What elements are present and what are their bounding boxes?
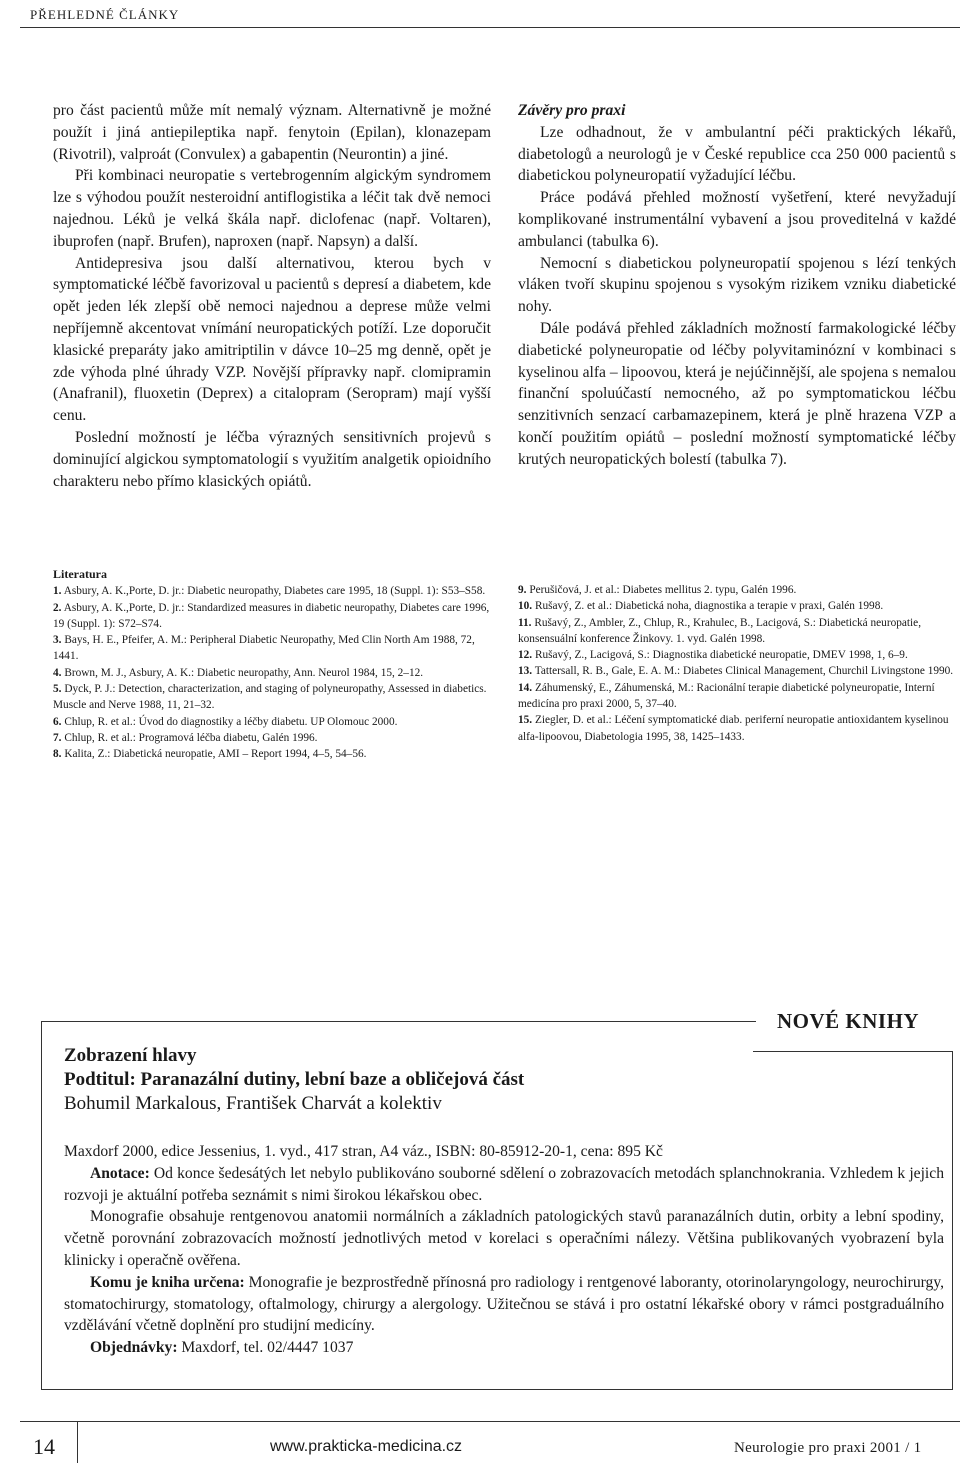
right-paragraph-3: Nemocní s diabetickou polyneuropatií spojenou s lézí tenkých vláken tvoří skupinu spojenou s vysokým rizikem vzniku diabetické nohy.: [518, 254, 956, 316]
annotation: [64, 1163, 944, 1207]
reference-text: Rušavý, Z. et al.: Diabetická noha, diagnostika a terapie v praxi, Galén 1998.: [534, 600, 884, 613]
conclusions-heading: Závěry pro praxi: [518, 102, 626, 119]
audience-text: Monografie je bezprostředně přínosná pro radiology i rentgenové laboranty, otorinolaryngology, neurochirurgy, stomatochirurgy, stomatology, oftalmology, chirurgy a alergology. Užitečnou se stává i pro ostatní lékařské obory v rámci postgraduálního vzdělávání včetně doplnění pro studijní medicíny.: [64, 1273, 944, 1335]
orders: [64, 1337, 944, 1359]
box-border: [952, 1051, 953, 1389]
reference-number: 5.: [53, 683, 62, 696]
left-paragraph-4: Poslední možností je léčba výrazných sensitivních projevů s dominující algickou symptomatologií s využitím analgetik opioidního charakteru nebo přímo klasických opiátů.: [53, 428, 491, 490]
reference-item: [518, 680, 956, 713]
reference-item: [53, 632, 491, 665]
footer-journal: Neurologie pro praxi 2001 / 1: [734, 1440, 922, 1456]
reference-text: Záhumenský, E., Záhumenská, M.: Racionální terapie diabetické polyneuropatie, Interní medicína pro praxi 2000, 5, 37–40.: [518, 681, 935, 711]
footer-separator: [77, 1421, 78, 1463]
box-border: [41, 1021, 42, 1389]
reference-text: Perušičová, J. et al.: Diabetes mellitus 2. typu, Galén 1996.: [529, 584, 797, 596]
reference-item: [53, 665, 491, 681]
reference-number: 7.: [53, 731, 62, 744]
audience-label: Komu je kniha určena:: [90, 1273, 245, 1291]
monograph-text: Monografie obsahuje rentgenovou anatomii normálních a základních patologických stavů paranazálních dutin, orbity a lební spodiny, včetně porovnání zobrazovacích možností jednotlivých metod v korelaci s operačními nálezy. Většina publikovaných vyobrazení byla klinicky i operačně ověřena.: [64, 1208, 944, 1269]
reference-item: [518, 615, 956, 648]
reference-text: Brown, M. J., Asbury, A. K.: Diabetic neuropathy, Ann. Neurol 1984, 15, 2–12.: [64, 666, 424, 679]
reference-number: 3.: [53, 634, 62, 647]
reference-item: [518, 712, 956, 745]
book-description: [64, 1141, 944, 1359]
footer-divider: [20, 1421, 960, 1422]
book-authors: Bohumil Markalous, František Charvát a kolektiv: [64, 1093, 442, 1114]
reference-text: Chlup, R. et al.: Úvod do diagnostiky a léčby diabetu. UP Olomouc 2000.: [64, 715, 398, 728]
book-title: Zobrazení hlavy: [64, 1045, 197, 1066]
reference-text: Rušavý, Z., Lacigová, S.: Diagnostika diabetické neuropatie, DMEV 1998, 1, 6–9.: [534, 649, 908, 662]
box-border: [753, 1051, 953, 1052]
reference-text: Kalita, Z.: Diabetická neuropatie, AMI – Report 1994, 4–5, 54–56.: [64, 748, 367, 761]
reference-text: Tattersall, R. B., Gale, E. A. M.: Diabetes Clinical Management, Churchil Livingstone 1990.: [534, 665, 954, 678]
new-books-box: [41, 1009, 953, 1391]
page-number: 14: [33, 1434, 55, 1459]
reference-number: 15.: [518, 714, 533, 727]
reference-item: [53, 583, 491, 599]
order-text: Maxdorf, tel. 02/4447 1037: [177, 1339, 354, 1357]
annotation-label: Anotace:: [90, 1164, 150, 1182]
publisher-line: Maxdorf 2000, edice Jessenius, 1. vyd., 417 stran, A4 váz., ISBN: 80-85912-20-1, cena: 895 Kč: [64, 1143, 663, 1160]
annotation-text: Od konce šedesátých let nebylo publikováno souborné sdělení o zobrazovacích metodách splanchnokrania. Vzhledem k jejich rozvoji je aktuální potřeba seznámit s nimi širokou lékařskou obec.: [64, 1164, 944, 1204]
reference-item: [518, 598, 956, 614]
section-label: PŘEHLEDNÉ ČLÁNKY: [30, 7, 180, 22]
reference-text: Rušavý, Z., Ambler, Z., Chlup, R., Krahulec, B., Lacigová, S.: Diabetická neuropatie, konsensuální konference Žinkovy. 1. vyd. Galén 1998.: [518, 616, 922, 645]
left-paragraph-2: Při kombinaci neuropatie s vertebrogenním algickým syndromem lze s výhodou použít nesteroidní antiflogistika a léčit tak dvě nemoci najednou. Léků je velká škála např. diclofenac (např. Voltaren), ibuprofen (např. Brufen), naproxen (např. Napsyn) a další.: [53, 167, 491, 250]
reference-text: Ziegler, D. et al.: Léčení symptomatické diab. periferní neuropatie antioxidantem kyselinou alfa-lipoovou, Diabetologia 1995, 38, 1425–1433.: [518, 714, 949, 743]
left-paragraph-3: Antidepresiva jsou další alternativou, kterou bych v symptomatické léčbě favorizoval u pacientů s depresí a diabetem, kde opět jeden lék zlepší obě nemoci najednou a deprese může velmi nepříjemně akcentovat vnímání neuropatických potíží. Lze doporučit klasické preparáty jako amitriptilin v dávce 10–25 mg denně, opět je zde výhoda plné úhrady VZP. Novější přípravky např. clomipramin (Anafranil), fluoxetin (Deprex) a citalopram (Seropram) mají vyšší cenu.: [53, 254, 491, 425]
reference-number: 2.: [53, 601, 62, 614]
reference-item: [53, 681, 491, 714]
references-left: [53, 566, 491, 763]
reference-number: 6.: [53, 715, 62, 728]
reference-number: 9.: [518, 584, 527, 596]
reference-number: 13.: [518, 665, 533, 678]
new-books-tag: NOVÉ KNIHY: [777, 1009, 920, 1033]
reference-item: [53, 746, 491, 762]
references-heading: Literatura: [53, 567, 107, 581]
left-column: [53, 100, 491, 492]
right-column: [518, 100, 956, 471]
reference-number: 4.: [53, 666, 62, 679]
reference-text: Asbury, A. K.,Porte, D. jr.: Standardized measures in diabetic neuropathy, Diabetes care 1996, 19 (Suppl. 1): S72–S74.: [53, 601, 490, 630]
right-paragraph-1: Lze odhadnout, že v ambulantní péči praktických lékařů, diabetologů a neurologů je v České republice cca 250 000 pacientů s diabetickou polyneuropatií vyžadující léčbu.: [518, 123, 956, 185]
reference-item: [53, 600, 491, 633]
reference-text: Chlup, R. et al.: Programová léčba diabetu, Galén 1996.: [64, 731, 318, 744]
audience: [64, 1272, 944, 1337]
reference-item: [53, 730, 491, 746]
order-label: Objednávky:: [90, 1339, 178, 1357]
footer-url: www.prakticka-medicina.cz: [270, 1438, 463, 1455]
reference-number: 8.: [53, 748, 62, 761]
left-paragraph-1: pro část pacientů může mít nemalý význam. Alternativně je možné použít i jiná antiepileptika např. fenytoin (Epilan), klonazepam (Rivotril), valproát (Convulex) a gabapentin (Neurontin) a jiné.: [53, 102, 491, 163]
book-subtitle: Podtitul: Paranazální dutiny, lební baze a obličejová část: [64, 1069, 525, 1090]
reference-item: [518, 582, 956, 598]
references-right: [518, 582, 956, 745]
reference-text: Asbury, A. K.,Porte, D. jr.: Diabetic neuropathy, Diabetes care 1995, 18 (Suppl. 1): S53–S58.: [63, 585, 486, 598]
reference-number: 1.: [53, 585, 62, 598]
top-divider: [20, 27, 960, 28]
reference-item: [518, 663, 956, 679]
reference-number: 14.: [518, 681, 533, 694]
right-paragraph-2: Práce podává přehled možností vyšetření, které nevyžadují komplikované instrumentální vybavení a jsou proveditelná v každé ambulanci (tabulka 6).: [518, 189, 956, 250]
box-border: [41, 1021, 756, 1022]
reference-item: [53, 714, 491, 730]
reference-number: 10.: [518, 600, 533, 613]
right-paragraph-4: Dále podává přehled základních možností farmakologické léčby diabetické polyneuropatie od léčby polyvitaminózní v kombinaci s kyselinou alfa – lipoovou, která je nejúčinnější, ale spojena s nemalou finanční spoluúčastí nemocného, až po symptomatickou léčbu senzitivních senzací carbamazepinem, která je plně hrazena VZP a končí použitím opiátů – poslední možností symptomatické léčby krutých neuropatických bolestí (tabulka 7).: [518, 319, 956, 468]
reference-text: Bays, H. E., Pfeifer, A. M.: Peripheral Diabetic Neuropathy, Med Clin North Am 1988, 72, 1441.: [53, 634, 475, 663]
reference-number: 11.: [518, 616, 532, 629]
reference-number: 12.: [518, 649, 533, 662]
box-border: [41, 1389, 953, 1390]
reference-text: Dyck, P. J.: Detection, characterization, and staging of polyneuropathy, Assessed in diabetics. Muscle and Nerve 1988, 11, 21–32.: [53, 683, 487, 712]
book-title-block: [64, 1044, 524, 1116]
reference-item: [518, 647, 956, 663]
